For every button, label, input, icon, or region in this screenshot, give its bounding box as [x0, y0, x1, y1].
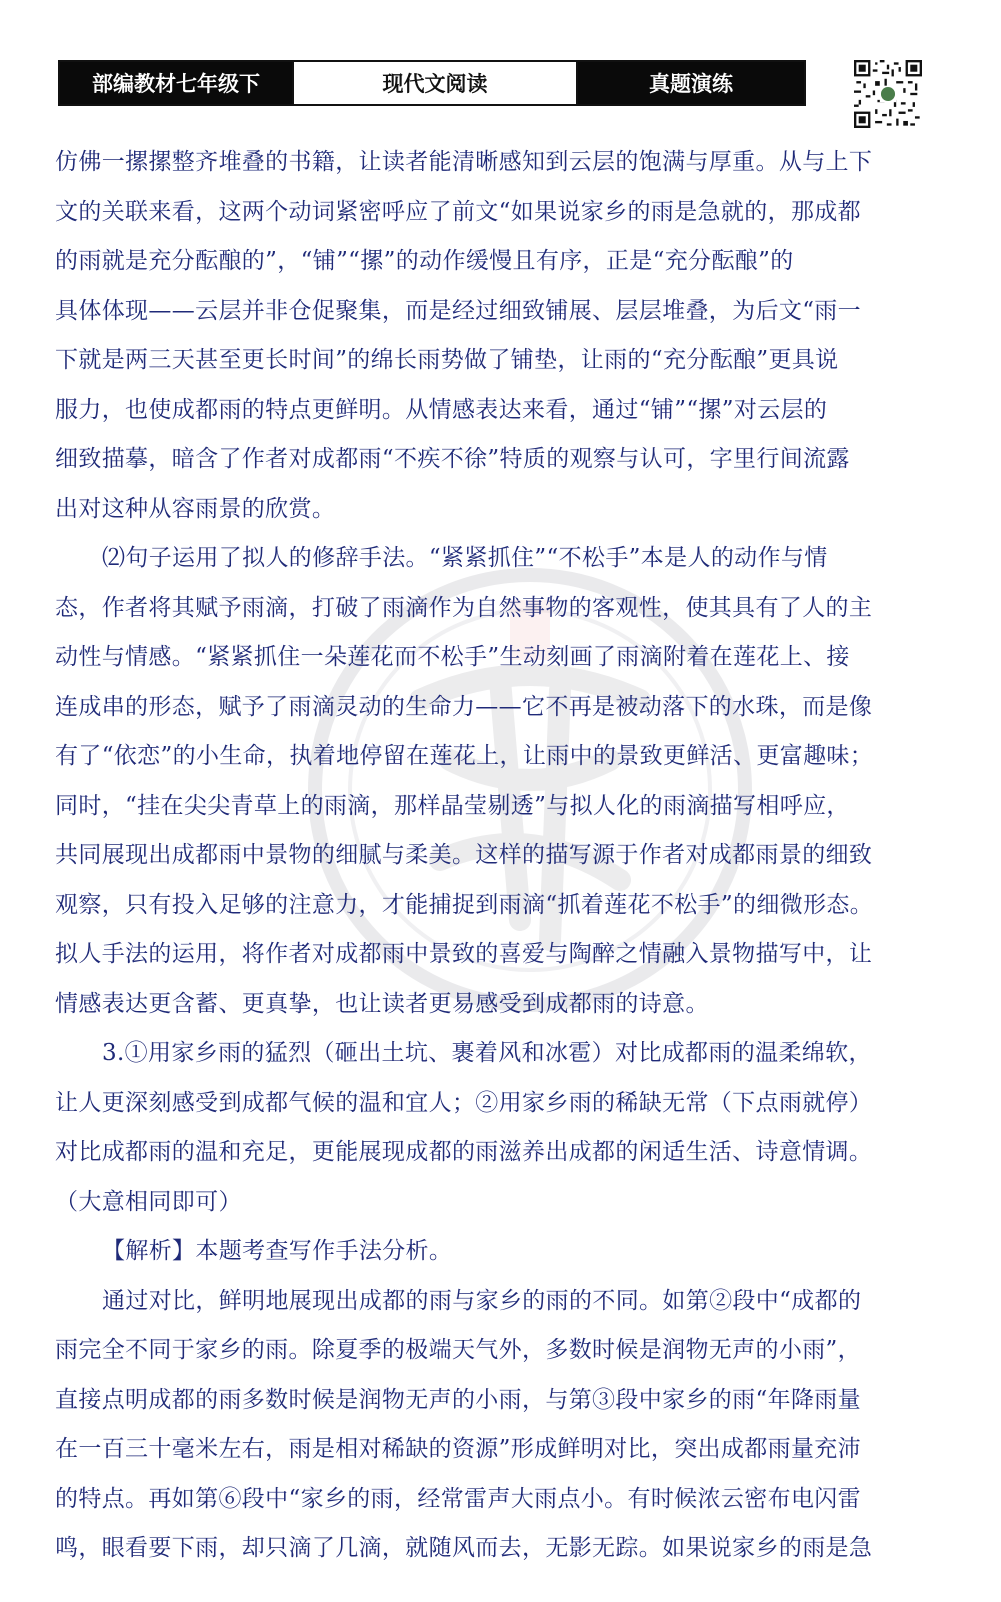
header-bar [58, 60, 806, 106]
text-line: 通过对比，鲜明地展现出成都的雨与家乡的雨的不同。如第②段中“成都的 [102, 1287, 862, 1314]
text-line: 仿佛一摞摞整齐堆叠的书籍，让读者能清晰感知到云层的饱满与厚重。从与上下 [55, 149, 873, 175]
header-practice-label: 真题演练 [578, 62, 804, 104]
text-line: 情感表达更含蓄、更真挚，也让读者更易感受到成都雨的诗意。 [55, 990, 709, 1017]
text-line: 下就是两三天甚至更长时间”的绵长雨势做了铺垫，让雨的“充分酝酿”更具说 [55, 347, 839, 373]
text-line: 服力，也使成都雨的特点更鲜明。从情感表达来看，通过“铺”“摞”对云层的 [55, 396, 828, 423]
text-line: 拟人手法的运用，将作者对成都雨中景致的喜爱与陶醉之情融入景物描写中，让 [55, 941, 873, 967]
text-line: 细致描摹，暗含了作者对成都雨“不疾不徐”特质的观察与认可，字里行间流露 [55, 446, 850, 472]
header-grade-label: 部编教材七年级下 [60, 62, 292, 104]
text-line: 鸣，眼看要下雨，却只滴了几滴，就随风而去，无影无踪。如果说家乡的雨是急 [55, 1535, 873, 1561]
qr-code-icon [854, 60, 922, 128]
text-line: （大意相同即可） [55, 1188, 242, 1215]
text-line: 有了“依恋”的小生命，执着地停留在莲花上，让雨中的景致更鲜活、更富趣味； [55, 743, 874, 769]
text-line: 的特点。再如第⑥段中“家乡的雨，经常雷声大雨点小。有时候浓云密布电闪雷 [55, 1485, 862, 1512]
text-line: 3.①用家乡雨的猛烈（砸出土坑、裹着风和冰雹）对比成都雨的温柔绵软， [102, 1040, 872, 1066]
text-line: 在一百三十毫米左右，雨是相对稀缺的资源”形成鲜明对比，突出成都雨量充沛 [55, 1436, 862, 1462]
text-line: 的雨就是充分酝酿的”，“铺”“摞”的动作缓慢且有序，正是“充分酝酿”的 [55, 248, 794, 274]
text-line: 【解析】本题考查写作手法分析。 [102, 1238, 453, 1264]
text-line: 直接点明成都的雨多数时候是润物无声的小雨，与第③段中家乡的雨“年降雨量 [55, 1386, 862, 1413]
text-line: 出对这种从容雨景的欣赏。 [55, 495, 336, 522]
article-body [55, 138, 933, 1574]
text-line: 观察，只有投入足够的注意力，才能捕捉到雨滴“抓着莲花不松手”的细微形态。 [55, 891, 874, 918]
text-line: 具体体现——云层并非仓促聚集，而是经过细致铺展、层层堆叠，为后文“雨一 [55, 297, 862, 324]
text-line: 连成串的形态，赋予了雨滴灵动的生命力——它不再是被动落下的水珠，而是像 [55, 693, 873, 720]
text-line: 共同展现出成都雨中景物的细腻与柔美。这样的描写源于作者对成都雨景的细致 [55, 842, 873, 868]
text-line: 雨完全不同于家乡的雨。除夏季的极端天气外，多数时候是润物无声的小雨”， [55, 1337, 862, 1363]
text-line: 对比成都雨的温和充足，更能展现成都的雨滋养出成都的闲适生活、诗意情调。 [55, 1139, 873, 1165]
text-line: 同时，“挂在尖尖青草上的雨滴，那样晶莹剔透”与拟人化的雨滴描写相呼应， [55, 792, 850, 819]
text-line: 态，作者将其赋予雨滴，打破了雨滴作为自然事物的客观性，使其具有了人的主 [55, 594, 873, 621]
text-line: 动性与情感。“紧紧抓住一朵莲花而不松手”生动刻画了雨滴附着在莲花上、接 [55, 644, 850, 670]
header-section-label: 现代文阅读 [292, 62, 578, 104]
text-line: 文的关联来看，这两个动词紧密呼应了前文“如果说家乡的雨是急就的，那成都 [55, 198, 862, 225]
text-line: ⑵句子运用了拟人的修辞手法。“紧紧抓住”“不松手”本是人的动作与情 [102, 545, 828, 571]
text-line: 让人更深刻感受到成都气候的温和宜人；②用家乡雨的稀缺无常（下点雨就停） [55, 1089, 873, 1116]
